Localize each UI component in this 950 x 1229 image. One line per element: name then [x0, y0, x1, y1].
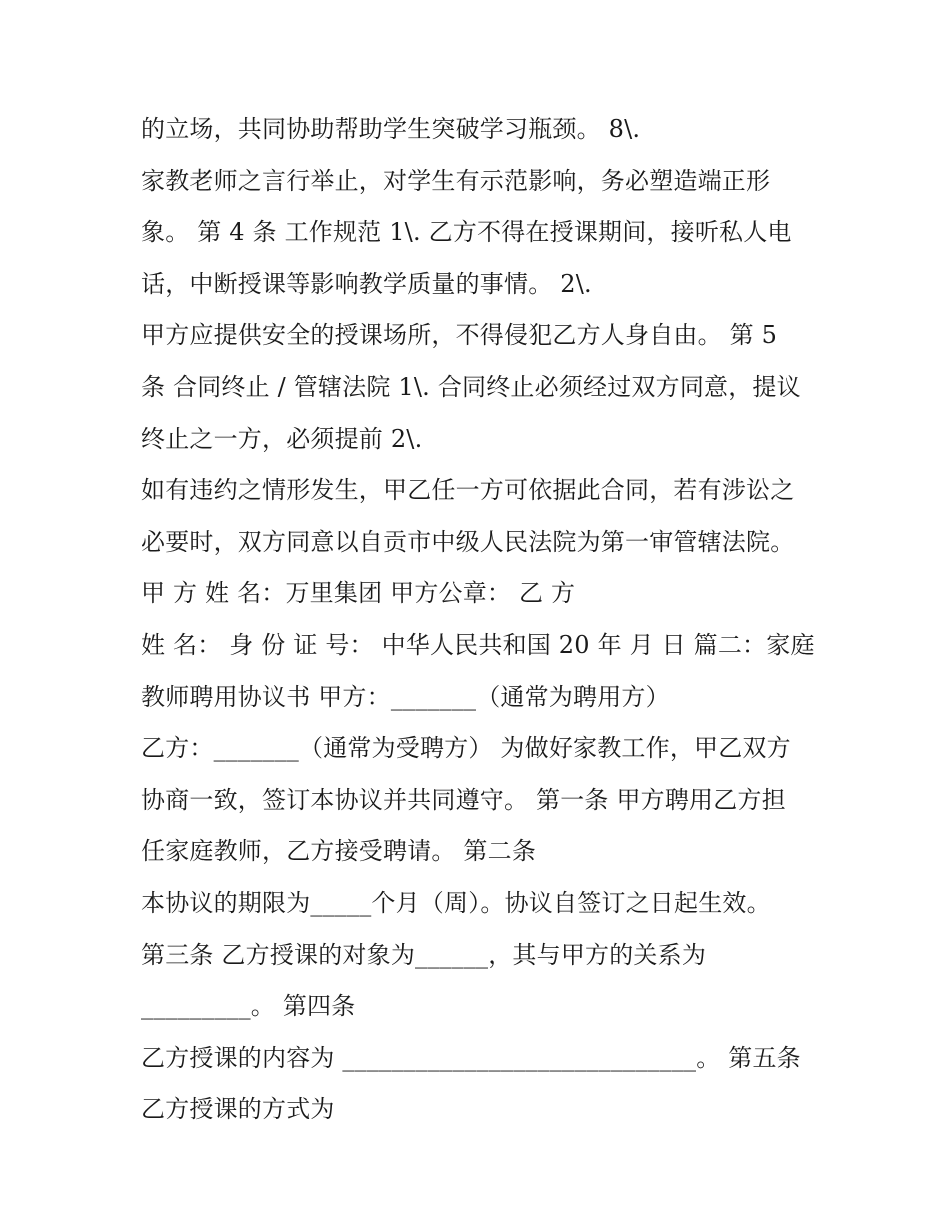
text-line: _________。 第四条: [141, 992, 356, 1021]
text-line: 家教老师之言行举止，对学生有示范影响，务必塑造端正形: [141, 166, 771, 195]
text-line: 任家庭教师，乙方接受聘请。 第二条: [141, 837, 537, 866]
text-line: 乙方：_______（通常为受聘方） 为做好家教工作，甲乙双方: [141, 734, 791, 763]
document-body: [141, 104, 821, 1136]
text-line: 协商一致，签订本协议并共同遵守。 第一条 甲方聘用乙方担: [141, 785, 786, 814]
text-line: 的立场，共同协助帮助学生突破学习瓶颈。 8\.: [141, 115, 641, 143]
text-line: 姓 名： 身 份 证 号： 中华人民共和国 20 年 月 日 篇二：家庭: [141, 630, 815, 659]
text-line: 乙方授课的内容为 _____________________________。 第五条: [141, 1043, 801, 1072]
text-line: 甲 方 姓 名：万里集团 甲方公章： 乙 方: [141, 579, 576, 608]
text-line: 教师聘用协议书 甲方：_______（通常为聘用方）: [141, 682, 670, 711]
text-line: 终止之一方，必须提前 2\.: [141, 424, 423, 453]
text-line: 条 合同终止 / 管辖法院 1\. 合同终止必须经过双方同意，提议: [141, 372, 801, 401]
text-line: 乙方授课的方式为: [141, 1095, 335, 1124]
text-line: 甲方应提供安全的授课场所，不得侵犯乙方人身自由。 第 5: [141, 321, 778, 350]
text-line: 必要时，双方同意以自贡市中级人民法院为第一审管辖法院。: [141, 527, 795, 556]
text-line: 本协议的期限为_____个月（周）。协议自签订之日起生效。: [141, 888, 771, 917]
text-line: 象。 第 4 条 工作规范 1\. 乙方不得在授课期间，接听私人电: [141, 218, 792, 247]
text-line: 话，中断授课等影响教学质量的事情。 2\.: [141, 269, 592, 298]
text-line: 第三条 乙方授课的对象为______，其与甲方的关系为: [141, 940, 707, 969]
text-line: 如有违约之情形发生，甲乙任一方可依据此合同，若有涉讼之: [141, 476, 795, 505]
